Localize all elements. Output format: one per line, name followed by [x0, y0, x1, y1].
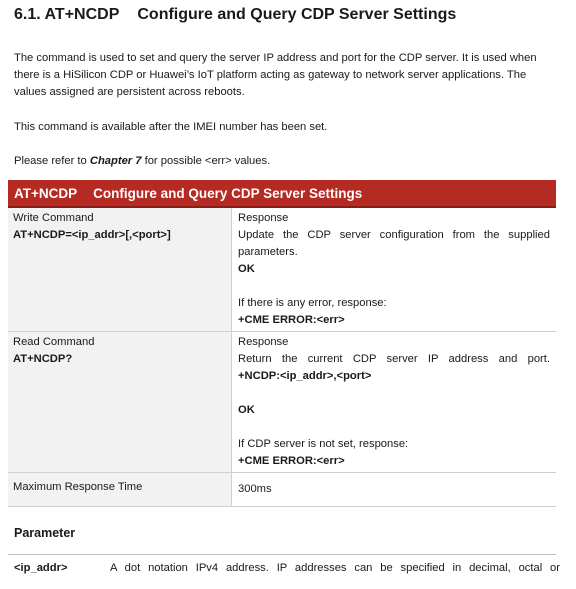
section-number: 6.1. — [14, 6, 41, 23]
write-command-syntax: AT+NCDP=<ip_addr>[,<port>] — [13, 229, 171, 241]
write-response-label: Response — [238, 212, 289, 224]
parameter-name: <ip_addr> — [14, 562, 68, 574]
write-error-code: +CME ERROR:<err> — [238, 314, 345, 326]
write-error-text: If there is any error, response: — [238, 297, 387, 309]
write-ok: OK — [238, 263, 255, 275]
read-response-text: Return the current CDP server IP address and port. — [238, 353, 550, 365]
parameter-row — [14, 562, 560, 574]
max-response-row — [8, 473, 556, 507]
read-command-cell — [8, 332, 232, 473]
chapter-link[interactable]: Chapter 7 — [89, 155, 142, 167]
write-command-row — [8, 207, 556, 332]
parameter-description: A dot notation IPv4 address. IP addresses can be specified in decimal, octal or — [110, 562, 560, 574]
section-title: Configure and Query CDP Server Settings — [137, 6, 457, 23]
read-response-format: +NCDP:<ip_addr>,<port> — [238, 370, 372, 382]
parameter-divider — [8, 554, 556, 555]
reference-prefix: Please refer to — [14, 155, 90, 167]
max-response-value: 300ms — [232, 473, 557, 507]
section-command: AT+NCDP — [44, 6, 120, 23]
parameter-heading: Parameter — [14, 526, 76, 540]
error-reference — [14, 153, 560, 170]
read-response-label: Response — [238, 336, 289, 348]
read-notset-text: If CDP server is not set, response: — [238, 438, 409, 450]
read-response-cell — [232, 332, 557, 473]
read-command-row — [8, 332, 556, 473]
table-title-command: AT+NCDP — [14, 185, 78, 201]
write-command-label: Write Command — [13, 212, 94, 224]
reference-suffix: for possible <err> values. — [141, 155, 271, 167]
table-title — [8, 180, 556, 207]
intro-paragraph: The command is used to set and query the server IP address and port for the CDP server. It is used when there is a HiSilicon CDP or Huawei’s IoT platform acting as gateway to network server applications. The values assigned are persistent across reboots. — [14, 52, 537, 98]
read-command-syntax: AT+NCDP? — [13, 353, 73, 365]
command-table — [8, 180, 556, 507]
read-command-label: Read Command — [13, 336, 95, 348]
read-ok: OK — [238, 404, 255, 416]
write-response-text: Update the CDP server configuration from the supplied parameters. — [238, 229, 550, 258]
table-title-text: Configure and Query CDP Server Settings — [93, 185, 363, 201]
section-heading — [14, 6, 456, 24]
write-command-cell — [8, 207, 232, 332]
availability-note: This command is available after the IMEI number has been set. — [14, 121, 328, 133]
read-error-code: +CME ERROR:<err> — [238, 455, 345, 467]
write-response-cell — [232, 207, 557, 332]
max-response-label: Maximum Response Time — [8, 473, 232, 507]
